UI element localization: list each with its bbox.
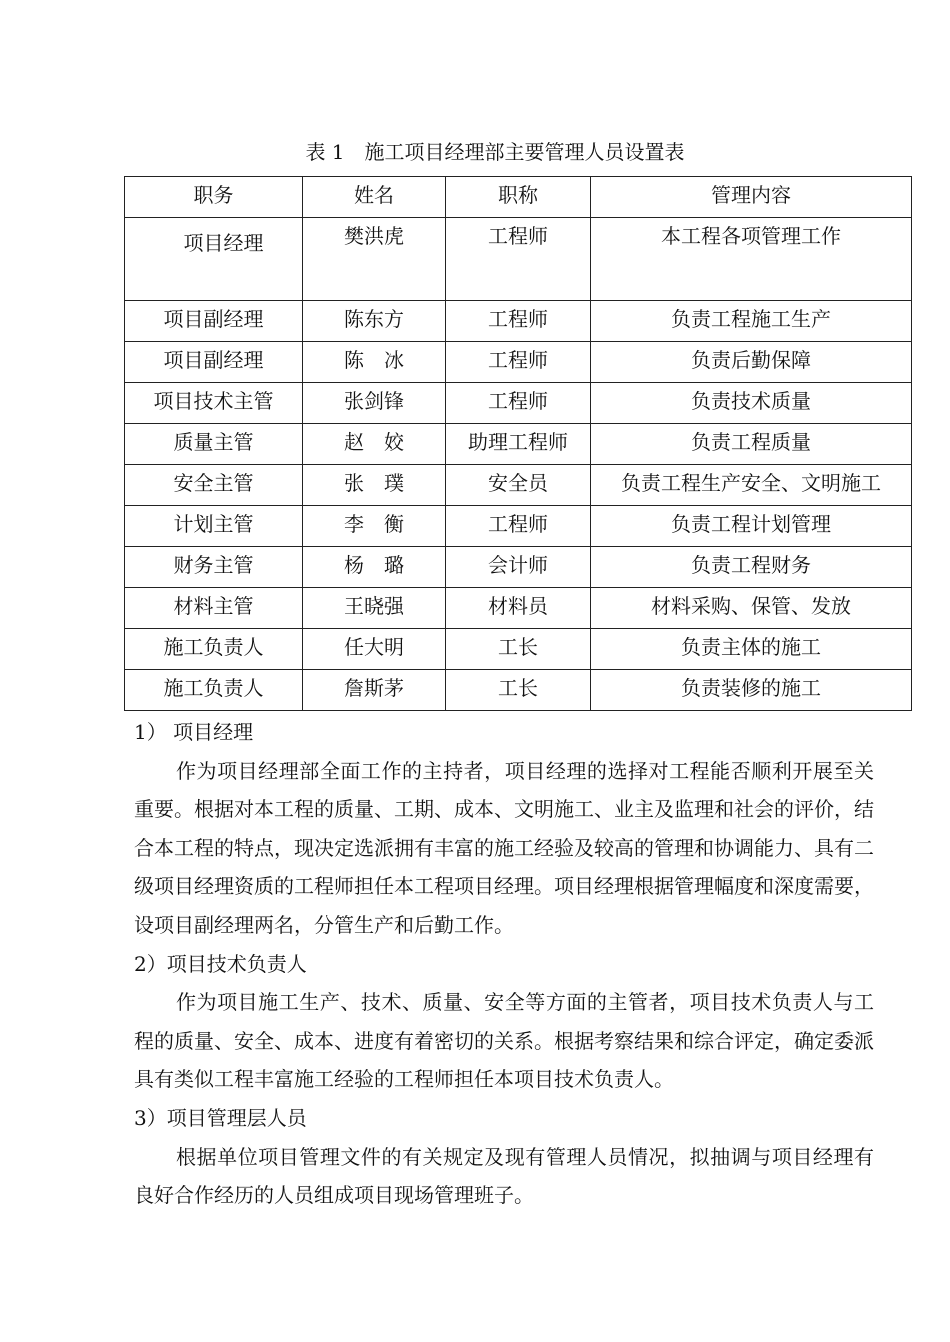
cell-position: 项目技术主管 — [125, 383, 303, 424]
section-paragraph: 作为项目经理部全面工作的主持者，项目经理的选择对工程能否顺利开展至关重要。根据对本工程的质量、工期、成本、文明施工、业主及监理和社会的评价，结合本工程的特点，现决定选派拥有丰富的施工经验及较高的管理和协调能力、具有二级项目经理资质的工程师担任本工程项目经理。项目经理根据管理幅度和深度需要，设项目副经理两名，分管生产和后勤工作。 — [134, 758, 874, 937]
cell-responsibility: 负责主体的施工 — [591, 629, 912, 670]
cell-position: 财务主管 — [125, 547, 303, 588]
cell-title: 安全员 — [446, 465, 591, 506]
cell-position: 项目副经理 — [125, 342, 303, 383]
cell-position: 施工负责人 — [125, 629, 303, 670]
table-row — [125, 506, 912, 547]
table-header-row — [125, 177, 912, 218]
cell-name: 张 璞 — [303, 465, 446, 506]
cell-title: 工程师 — [446, 301, 591, 342]
table-row — [125, 383, 912, 424]
header-name: 姓名 — [303, 177, 446, 218]
header-responsibility: 管理内容 — [591, 177, 912, 218]
header-title: 职称 — [446, 177, 591, 218]
cell-position: 计划主管 — [125, 506, 303, 547]
cell-name: 樊洪虎 — [303, 218, 446, 301]
cell-title: 工长 — [446, 670, 591, 711]
table-row — [125, 465, 912, 506]
cell-responsibility: 本工程各项管理工作 — [591, 218, 912, 301]
cell-name: 陈 冰 — [303, 342, 446, 383]
cell-title: 工长 — [446, 629, 591, 670]
cell-name: 张剑锋 — [303, 383, 446, 424]
table-row — [125, 588, 912, 629]
table-row — [125, 342, 912, 383]
cell-position-text: 项目经理 — [183, 231, 264, 255]
cell-position: 施工负责人 — [125, 670, 303, 711]
cell-name: 陈东方 — [303, 301, 446, 342]
cell-position: 安全主管 — [125, 465, 303, 506]
table-row — [125, 424, 912, 465]
cell-title: 工程师 — [446, 506, 591, 547]
cell-name: 杨 璐 — [303, 547, 446, 588]
table-row — [125, 218, 912, 301]
cell-responsibility: 负责工程计划管理 — [591, 506, 912, 547]
cell-responsibility: 负责工程施工生产 — [591, 301, 912, 342]
cell-title: 材料员 — [446, 588, 591, 629]
cell-responsibility: 负责装修的施工 — [591, 670, 912, 711]
cell-title: 会计师 — [446, 547, 591, 588]
cell-responsibility: 负责工程财务 — [591, 547, 912, 588]
table-row — [125, 301, 912, 342]
cell-responsibility: 负责技术质量 — [591, 383, 912, 424]
cell-responsibility: 负责工程生产安全、文明施工 — [591, 465, 912, 506]
cell-title: 工程师 — [446, 383, 591, 424]
section-paragraph: 根据单位项目管理文件的有关规定及现有管理人员情况，拟抽调与项目经理有良好合作经历的人员组成项目现场管理班子。 — [134, 1144, 874, 1208]
cell-name: 王晓强 — [303, 588, 446, 629]
cell-name: 詹斯茅 — [303, 670, 446, 711]
staff-table — [124, 176, 912, 711]
header-position: 职务 — [125, 177, 303, 218]
cell-title: 工程师 — [446, 218, 591, 301]
table-row — [125, 670, 912, 711]
cell-responsibility: 负责后勤保障 — [591, 342, 912, 383]
body-text — [134, 713, 874, 1215]
section-heading: 1） 项目经理 — [134, 720, 254, 744]
table-row — [125, 629, 912, 670]
cell-position: 项目副经理 — [125, 301, 303, 342]
cell-name: 赵 姣 — [303, 424, 446, 465]
cell-position: 质量主管 — [125, 424, 303, 465]
cell-name: 任大明 — [303, 629, 446, 670]
section-heading: 3）项目管理层人员 — [134, 1105, 307, 1130]
cell-position: 材料主管 — [125, 588, 303, 629]
cell-title: 工程师 — [446, 342, 591, 383]
table-row — [125, 547, 912, 588]
cell-name: 李 衡 — [303, 506, 446, 547]
section-paragraph: 作为项目施工生产、技术、质量、安全等方面的主管者，项目技术负责人与工程的质量、安全、成本、进度有着密切的关系。根据考察结果和综合评定，确定委派具有类似工程丰富施工经验的工程师担任本项目技术负责人。 — [134, 990, 874, 1092]
cell-title: 助理工程师 — [446, 424, 591, 465]
cell-responsibility: 负责工程质量 — [591, 424, 912, 465]
cell-position — [125, 218, 303, 301]
cell-responsibility: 材料采购、保管、发放 — [591, 588, 912, 629]
section-heading: 2）项目技术负责人 — [134, 951, 307, 976]
table-caption: 表 1 施工项目经理部主要管理人员设置表 — [305, 140, 685, 164]
